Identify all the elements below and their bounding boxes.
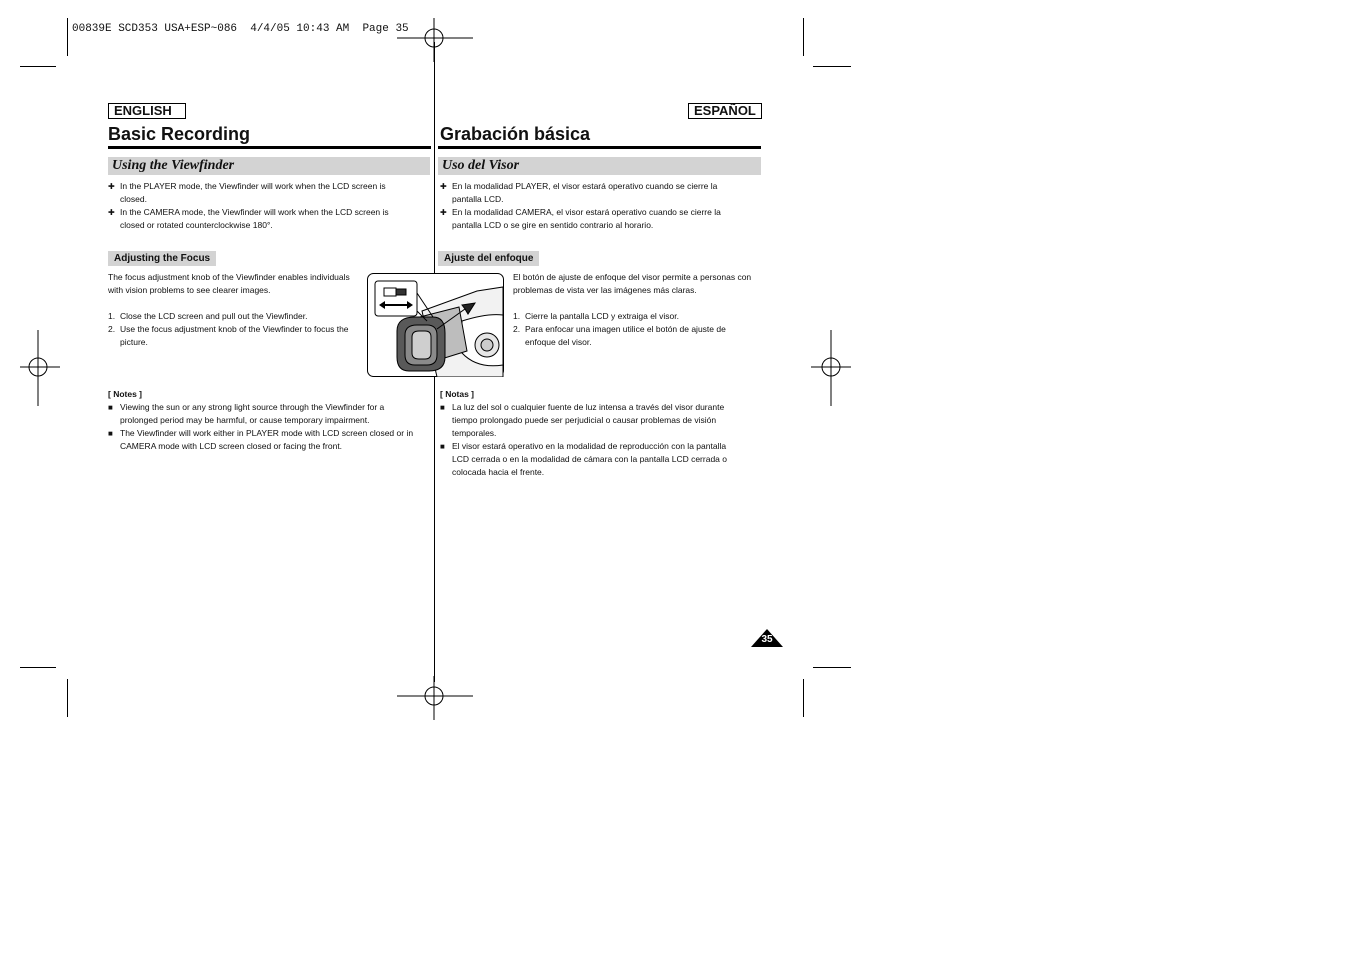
registration-mark-right-icon [811, 330, 851, 406]
registration-mark-left-icon [20, 330, 60, 406]
square-bullet-icon: ■ [108, 429, 113, 438]
english-section-title: Using the Viewfinder [108, 157, 430, 175]
registration-mark-bottom-icon [397, 676, 473, 720]
registration-mark-top-icon [397, 18, 473, 62]
english-subsection-title: Adjusting the Focus [108, 251, 216, 266]
list-item: ■ La luz del sol o cualquier fuente de luz intensa a través del visor durante tiempo prolongado puede ser perjudicial o causar problemas de visión temporales. [440, 402, 725, 438]
english-label: ENGLISH [108, 103, 186, 119]
spanish-section-title: Uso del Visor [438, 157, 761, 175]
spanish-notes-heading: [ Notas ] [440, 389, 474, 399]
english-page-title: Basic Recording [108, 124, 251, 144]
cross-bullet-icon: ✚ [440, 208, 447, 217]
square-bullet-icon: ■ [440, 403, 445, 412]
list-item: 1. Cierre la pantalla LCD y extraiga el visor. [513, 311, 680, 321]
english-title-rule [108, 146, 431, 149]
spanish-subsection-title: Ajuste del enfoque [438, 251, 539, 266]
spanish-focus-paragraph: El botón de ajuste de enfoque del visor permite a personas con problemas de vista ver las imágenes más claras. [513, 272, 752, 295]
cross-bullet-icon: ✚ [440, 182, 447, 191]
list-item: ✚ In the CAMERA mode, the Viewfinder will work when the LCD screen is closed or rotated counterclockwise 180°. [108, 207, 389, 230]
english-notes-list [108, 401, 424, 453]
cross-bullet-icon: ✚ [108, 208, 115, 217]
english-focus-paragraph: The focus adjustment knob of the Viewfinder enables individuals with vision problems to see clearer images. [108, 272, 350, 295]
english-intro-list [108, 180, 408, 232]
page-number: 35 [761, 634, 773, 645]
list-item: ✚ In the PLAYER mode, the Viewfinder will work when the LCD screen is closed. [108, 181, 386, 204]
cross-bullet-icon: ✚ [108, 182, 115, 191]
spanish-notes-list [440, 401, 745, 479]
square-bullet-icon: ■ [440, 442, 445, 451]
list-item: ■ Viewing the sun or any strong light source through the Viewfinder for a prolonged period may be harmful, or cause temporary impairment. [108, 402, 385, 425]
spanish-intro-list [440, 180, 740, 232]
list-item: ■ The Viewfinder will work either in PLAYER mode with LCD screen closed or in CAMERA mode with LCD screen closed or facing the front. [108, 428, 414, 451]
list-item: ✚ En la modalidad PLAYER, el visor estará operativo cuando se cierre la pantalla LCD. [440, 181, 718, 204]
english-steps-list [108, 310, 364, 349]
spanish-title-rule [438, 146, 761, 149]
list-item: ■ El visor estará operativo en la modalidad de reproducción con la pantalla LCD cerrada o en la modalidad de cámara con la pantalla LCD cerrada o colocada hacia el frente. [440, 441, 727, 477]
list-item: ✚ En la modalidad CAMERA, el visor estará operativo cuando se cierre la pantalla LCD o se gire en sentido contrario al horario. [440, 207, 721, 230]
english-notes-heading: [ Notes ] [108, 389, 142, 399]
spanish-label: ESPAÑOL [688, 103, 762, 119]
list-item: 2. Para enfocar una imagen utilice el botón de ajuste de enfoque del visor. [513, 324, 726, 347]
list-item: 2. Use the focus adjustment knob of the Viewfinder to focus the picture. [108, 324, 349, 347]
camcorder-viewfinder-icon [367, 273, 504, 377]
square-bullet-icon: ■ [108, 403, 113, 412]
list-item: 1. Close the LCD screen and pull out the Viewfinder. [108, 311, 308, 321]
spanish-steps-list [513, 310, 745, 349]
spanish-page-title: Grabación básica [440, 124, 591, 144]
print-header: 00839E SCD353 USA+ESP~086 4/4/05 10:43 AM Page 35 [72, 23, 409, 35]
